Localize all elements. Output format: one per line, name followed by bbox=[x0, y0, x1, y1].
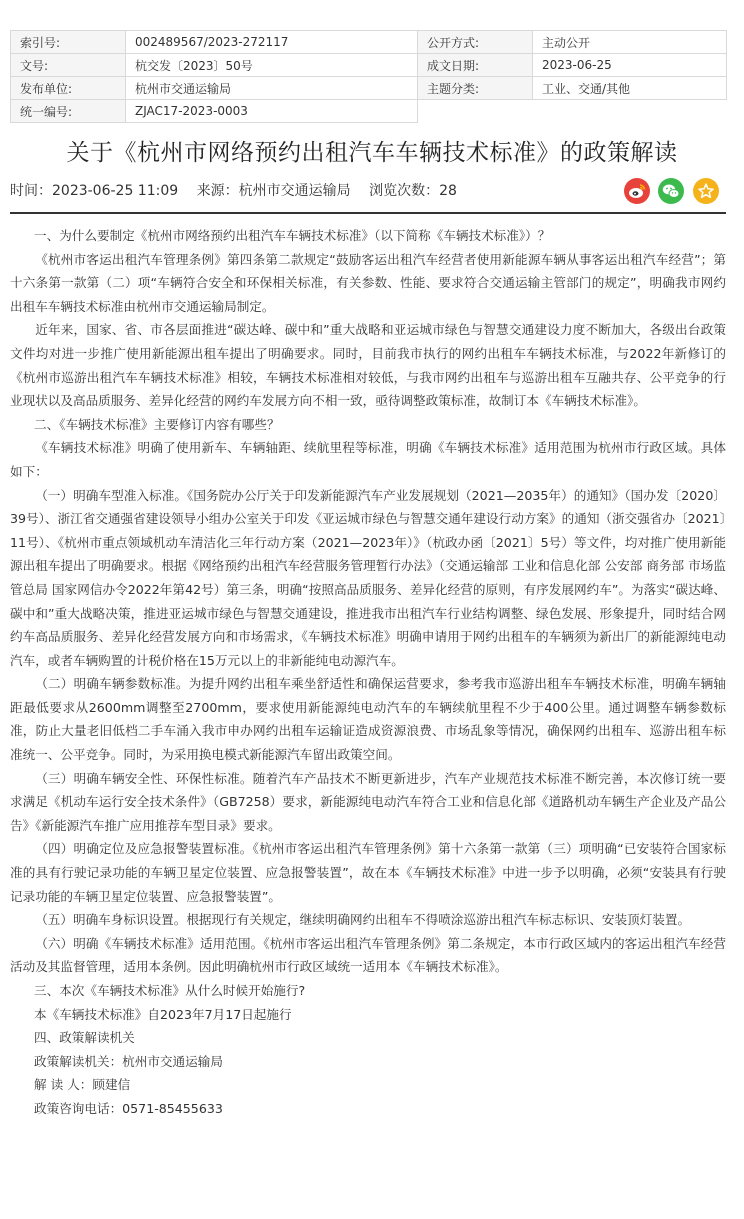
metadata-row bbox=[11, 77, 727, 100]
issuer-value: 杭州市交通运输局 bbox=[126, 77, 418, 100]
public-label: 公开方式: bbox=[418, 31, 533, 54]
code-value: ZJAC17-2023-0003 bbox=[126, 100, 418, 123]
paragraph: （六）明确《车辆技术标准》适用范围。《杭州市客运出租汽车管理条例》第二条规定，本市行政区域内的客运出租汽车经营活动及其监督管理，适用本条例。因此明确杭州市行政区域统一适用本《车辆技术标准》。 bbox=[10, 935, 726, 975]
contact-person: 解 读 人：顾建信 bbox=[34, 1077, 131, 1093]
paragraph: 《车辆技术标准》明确了使用新车、车辆轴距、续航里程等标准，明确《车辆技术标准》适用范围为杭州市行政区域。具体如下： bbox=[10, 440, 726, 479]
code-label: 统一编号: bbox=[11, 100, 126, 123]
index-label: 索引号: bbox=[11, 31, 126, 54]
wechat-icon bbox=[662, 183, 680, 199]
date-label: 成文日期: bbox=[418, 54, 533, 77]
publish-time: 时间：2023-06-25 11:09 bbox=[10, 183, 179, 199]
article-body bbox=[10, 224, 726, 1121]
article-info bbox=[10, 180, 471, 200]
paragraph: （二）明确车辆参数标准。为提升网约出租车乘坐舒适性和确保运营要求，参考我市巡游出租车车辆技术标准，明确车辆轴距最低要求从2600mm调整至2700mm，要求使用新能源纯电动汽车的车辆续航里程不少于400公里。通过调整车辆参数标准，防止大量老旧低档二手车涌入我市申办网约出租车运输证造成资源浪费、市场乱象等情况，确保网约出租车、巡游出租车标准统一、公平竞争。同时，为采用换电模式新能源汽车留出政策空间。 bbox=[10, 676, 726, 763]
paragraph: （四）明确定位及应急报警装置标准。《杭州市客运出租汽车管理条例》第十六条第一款第（三）项明确“已安装符合国家标准的具有行驶记录功能的车辆卫星定位装置、应急报警装置”，故在本《车辆技术标准》中进一步予以明确，必须“安装具有行驶记录功能的车辆卫星定位装置、应急报警装置”。 bbox=[10, 841, 726, 904]
issuer-label: 发布单位: bbox=[11, 77, 126, 100]
paragraph: 近年来，国家、省、市各层面推进“碳达峰、碳中和”重大战略和亚运城市绿色与智慧交通建设力度不断加大，各级出台政策文件均对进一步推广使用新能源出租车提出了明确要求。同时，目前我市执行的网约出租车车辆技术标准，与2022年新修订的《杭州市巡游出租汽车车辆技术标准》相较，车辆技术标准相对较低，与我市网约出租车与巡游出租车互融共存、公平竞争的行业现状以及高品质服务、差异化经营的网约车发展方向不相一致，亟待调整政策标准，故制订本《车辆技术标准》。 bbox=[10, 322, 726, 409]
index-value: 002489567/2023-272117 bbox=[126, 31, 418, 54]
paragraph: （五）明确车身标识设置。根据现行有关规定，继续明确网约出租车不得喷涂巡游出租汽车标志标识、安装顶灯装置。 bbox=[35, 912, 691, 928]
section-heading: 一、为什么要制定《杭州市网络预约出租汽车车辆技术标准》（以下简称《车辆技术标准》）？ bbox=[34, 228, 551, 243]
paragraph: （三）明确车辆安全性、环保性标准。随着汽车产品技术不断更新进步，汽车产业规范技术标准不断完善，本次修订统一要求满足《机动车运行安全技术条件》（GB7258）要求，新能源纯电动汽车符合工业和信息化部《道路机动车辆生产企业及产品公告》《新能源汽车推广应用推荐车型目录》要求。 bbox=[10, 770, 726, 833]
topic-label: 主题分类: bbox=[418, 77, 533, 100]
paragraph: 《杭州市客运出租汽车管理条例》第四条第二款规定“鼓励客运出租汽车经营者使用新能源车辆从事客运出租汽车经营”；第十六条第一款第（二）项“车辆符合安全和环保相关标准，有关参数、性能、要求符合交通运输主管部门的规定”，明确我市网约出租车车辆技术标准由杭州市交通运输局制定。 bbox=[10, 251, 726, 314]
date-value: 2023-06-25 bbox=[533, 54, 727, 77]
contact-agency: 政策解读机关：杭州市交通运输局 bbox=[34, 1053, 223, 1069]
metadata-row bbox=[11, 54, 727, 77]
article-source: 来源：杭州市交通运输局 bbox=[196, 183, 351, 199]
docno-label: 文号: bbox=[11, 54, 126, 77]
metadata-row bbox=[11, 31, 727, 54]
page-title: 关于《杭州市网络预约出租汽车车辆技术标准》的政策解读 bbox=[66, 140, 678, 166]
wechat-share-button[interactable] bbox=[658, 178, 684, 204]
public-value: 主动公开 bbox=[533, 31, 727, 54]
docno-value: 杭交发〔2023〕50号 bbox=[126, 54, 418, 77]
weibo-icon bbox=[628, 183, 646, 199]
title-divider bbox=[10, 212, 726, 214]
metadata-table bbox=[10, 30, 727, 123]
star-icon bbox=[698, 183, 714, 199]
contact-phone: 政策咨询电话：0571-85455633 bbox=[34, 1100, 223, 1116]
section-heading: 二、《车辆技术标准》主要修订内容有哪些？ bbox=[34, 416, 280, 432]
topic-value: 工业、交通/其他 bbox=[533, 77, 727, 100]
section-heading: 三、本次《车辆技术标准》从什么时候开始施行? bbox=[34, 983, 306, 998]
section-heading: 四、政策解读机关 bbox=[34, 1030, 135, 1046]
weibo-share-button[interactable] bbox=[624, 178, 650, 204]
paragraph: 本《车辆技术标准》自2023年7月17日起施行 bbox=[34, 1006, 292, 1022]
view-count: 浏览次数：28 bbox=[369, 183, 457, 199]
favorite-button[interactable] bbox=[693, 178, 719, 204]
paragraph: （一）明确车型准入标准。《国务院办公厅关于印发新能源汽车产业发展规划（2021—2035年）的通知》（国办发〔2020〕39号）、浙江省交通强省建设领导小组办公室关于印发《亚运城市绿色与智慧交通年建设行动方案》的通知（浙交强省办〔2021〕11号）、《杭州市重点领域机动车清洁化三年行动方案（2021—2023年）》（杭政办函〔2021〕5号）等文件，均对推广使用新能源出租车提出了明确要求。根据《网络预约出租汽车经营服务管理暂行办法》（交通运输部 工业和信息化部 公安部 商务部 市场监管总局 国家网信办令2022年第42号）第三条，明确“按照高品质服务、差异化经营的原则，有序发展网约车”。为落实“碳达峰、碳中和”重大战略决策，推进亚运城市绿色与智慧交通建设，推进我市出租汽车行业结构调整、绿色发展、形象提升，同时结合网约车高品质服务、差异化经营发展方向和市场需求，《车辆技术标准》明确申请用于网约出租车的车辆须为新出厂的新能源纯电动汽车，或者车辆购置的计税价格在15万元以上的非新能纯电动源汽车。 bbox=[10, 487, 726, 668]
metadata-row bbox=[11, 100, 727, 123]
